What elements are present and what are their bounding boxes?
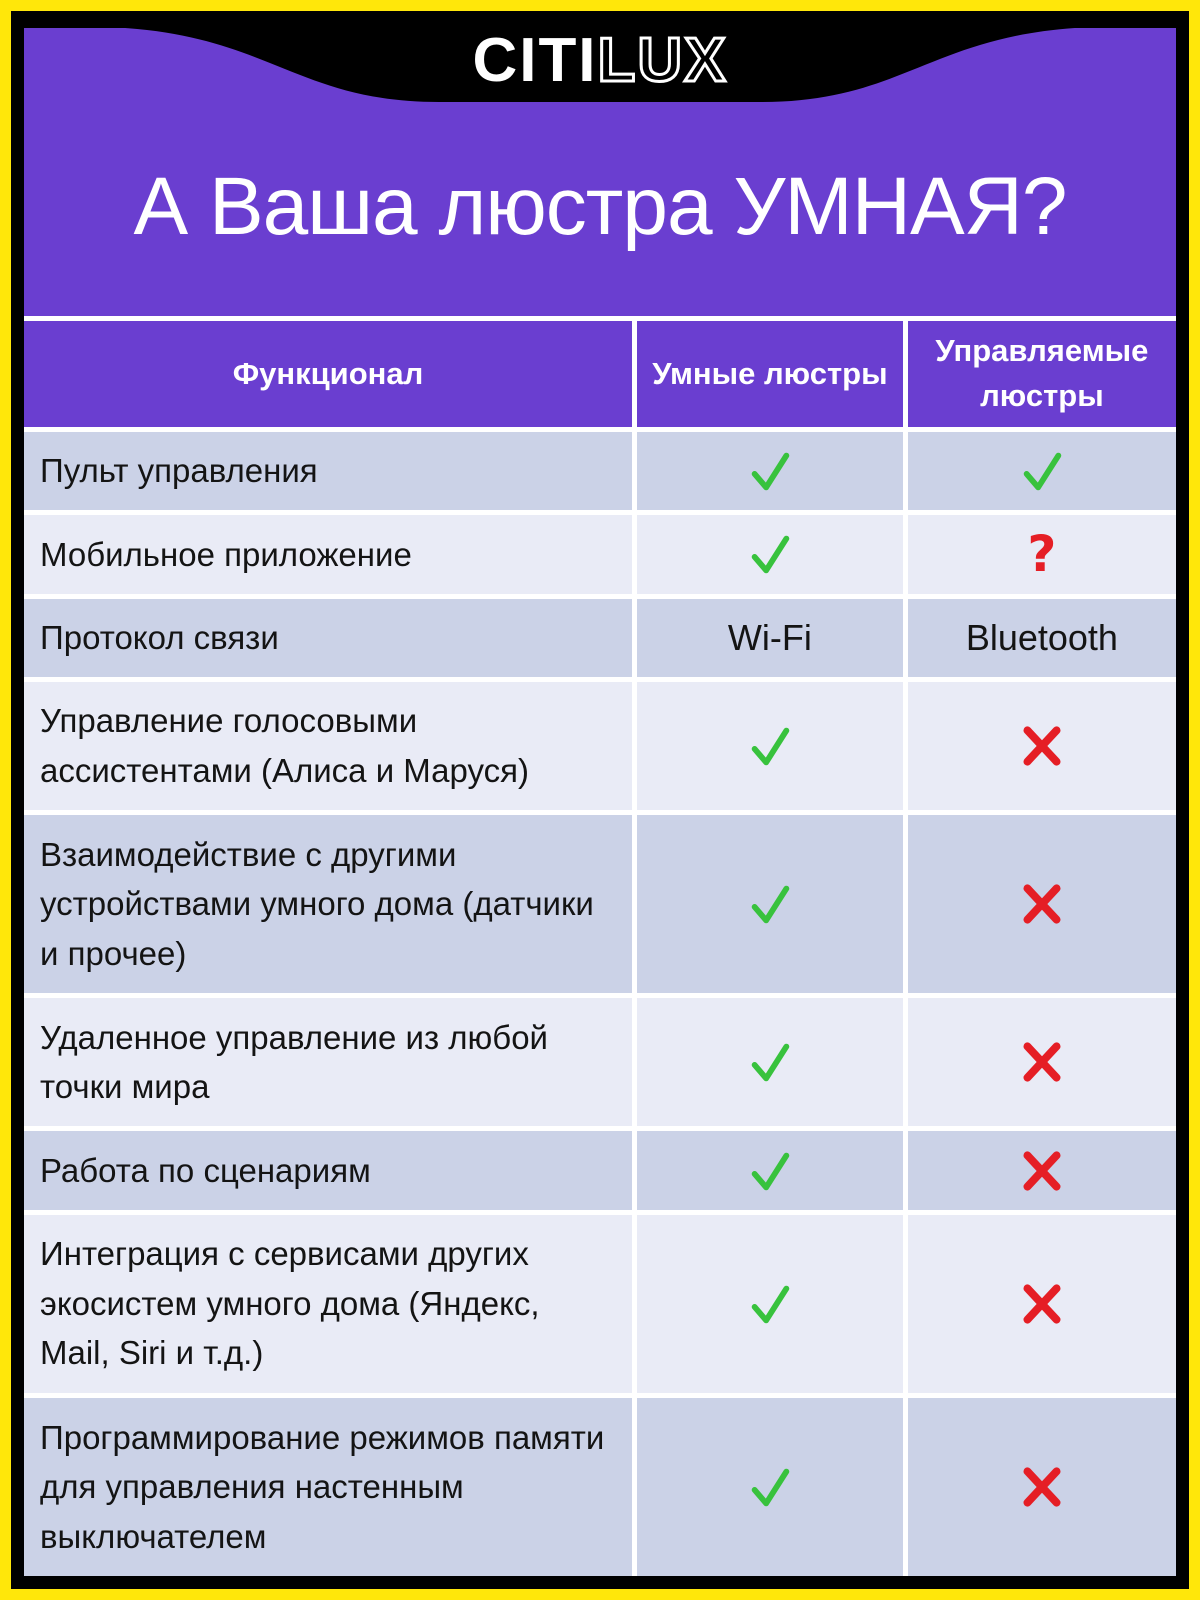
controlled-value-cell [905, 1129, 1176, 1212]
table-row [24, 596, 1176, 679]
feature-cell: Удаленное управление из любой точки мира [24, 996, 635, 1129]
feature-cell: Мобильное приложение [24, 513, 635, 596]
cross-icon [1018, 1147, 1066, 1195]
cross-icon [1018, 1463, 1066, 1511]
table-header-row [24, 319, 1176, 430]
value-text: Bluetooth [965, 616, 1118, 658]
smart-value-cell [635, 813, 906, 996]
controlled-value-cell [905, 430, 1176, 513]
smart-value-cell [635, 513, 906, 596]
controlled-value-cell [905, 679, 1176, 812]
feature-cell: Пульт управления [24, 430, 635, 513]
column-header-feature: Функционал [24, 319, 635, 430]
controlled-value-cell [905, 1395, 1176, 1576]
value-text: Wi-Fi [727, 616, 812, 658]
table-row [24, 1395, 1176, 1576]
comparison-table [24, 316, 1176, 1576]
table-row [24, 1212, 1176, 1395]
table-row [24, 430, 1176, 513]
infographic-content [24, 24, 1176, 1576]
check-icon [744, 1461, 796, 1513]
check-icon [1016, 445, 1068, 497]
check-icon [744, 1278, 796, 1330]
feature-cell: Работа по сценариям [24, 1129, 635, 1212]
logo-band [24, 24, 1176, 110]
cross-icon [1018, 722, 1066, 770]
feature-cell: Управление голосовыми ассистентами (Алиса и Маруся) [24, 679, 635, 812]
cross-icon [1018, 1038, 1066, 1086]
table-row [24, 996, 1176, 1129]
controlled-value-cell [905, 996, 1176, 1129]
logo-text-lux: LUX [597, 26, 728, 95]
logo-text-citi: CITI [472, 26, 598, 95]
table-row [24, 813, 1176, 996]
inner-black-frame [11, 11, 1189, 1589]
smart-value-cell [635, 596, 906, 679]
check-icon [744, 1145, 796, 1197]
feature-cell: Протокол связи [24, 596, 635, 679]
page-title: А Ваша люстра УМНАЯ? [133, 161, 1067, 252]
smart-value-cell [635, 1129, 906, 1212]
question-mark: ? [1027, 525, 1057, 584]
table-row [24, 679, 1176, 812]
controlled-value-cell [905, 513, 1176, 596]
comparison-table-wrap [24, 316, 1176, 1576]
citilux-logo [24, 26, 1176, 96]
table-row [24, 1129, 1176, 1212]
smart-value-cell [635, 430, 906, 513]
check-icon [744, 878, 796, 930]
feature-cell: Интеграция с сервисами других экосистем умного дома (Яндекс, Mail, Siri и т.д.) [24, 1212, 635, 1395]
smart-value-cell [635, 1212, 906, 1395]
smart-value-cell [635, 679, 906, 812]
controlled-value-cell [905, 813, 1176, 996]
cross-icon [1018, 880, 1066, 928]
smart-value-cell [635, 996, 906, 1129]
smart-value-cell [635, 1395, 906, 1576]
check-icon [744, 1036, 796, 1088]
cross-icon [1018, 1280, 1066, 1328]
column-header-controlled: Управляемые люстры [905, 319, 1176, 430]
feature-cell: Программирование режимов памяти для управления настенным выключателем [24, 1395, 635, 1576]
check-icon [744, 528, 796, 580]
check-icon [744, 720, 796, 772]
feature-cell: Взаимодействие с другими устройствами умного дома (датчики и прочее) [24, 813, 635, 996]
column-header-smart: Умные люстры [635, 319, 906, 430]
check-icon [744, 445, 796, 497]
controlled-value-cell [905, 596, 1176, 679]
table-row [24, 513, 1176, 596]
controlled-value-cell [905, 1212, 1176, 1395]
